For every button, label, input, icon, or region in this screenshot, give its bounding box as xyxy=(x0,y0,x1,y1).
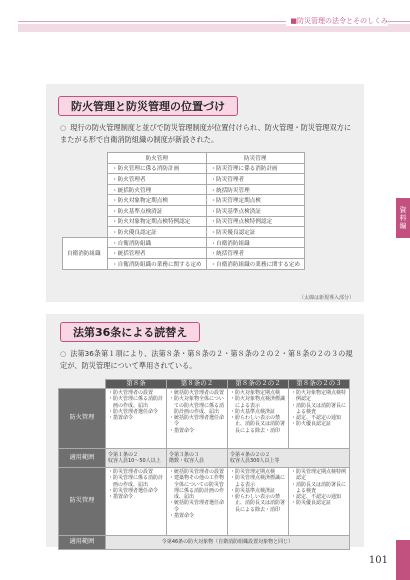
side-tab-bottom xyxy=(396,540,410,580)
table-cell: ・自衛消防組織の業務に関する定め xyxy=(206,258,305,269)
cell-list xyxy=(169,452,225,465)
table-cell: ・防災管理者 xyxy=(206,174,305,185)
section-title: 法第36条による読替え xyxy=(60,322,200,342)
row-label: 防火管理 xyxy=(59,389,106,449)
row-label: 自衛消防組織 xyxy=(63,237,108,269)
cell-list xyxy=(291,390,347,428)
list-item: ・紛らわしい表示の禁止、消防長又は消防署長による除去・消印 xyxy=(230,494,286,513)
cell-list xyxy=(230,469,286,513)
list-item: ・防火管理者選任命令 xyxy=(108,408,159,415)
table-cell xyxy=(289,389,350,449)
row-label: 適用範囲 xyxy=(59,536,106,550)
table-cell: ・防火管理に係る消防計画 xyxy=(108,163,207,174)
cell-list xyxy=(230,452,347,465)
table-cell: ・防災管理定期点検 xyxy=(206,195,305,206)
list-item: ・防災管理点検済標識による表示 xyxy=(230,475,286,488)
article-table xyxy=(58,379,350,550)
table-cell xyxy=(106,449,167,468)
cell-list xyxy=(169,469,225,519)
list-item: ・防災管理定期点検 xyxy=(230,469,276,475)
row-label: 防災管理 xyxy=(59,468,106,536)
table-cell: ・自衛消防組織の業務に関する定め xyxy=(108,258,207,269)
table-cell: ・防災管理に係る消防計画 xyxy=(206,163,305,174)
list-item: ・統括防火管理者の設置 xyxy=(169,390,225,396)
list-item: ・防火対象物定期点検 xyxy=(230,390,281,396)
list-item: ・防火対象物点検済標識による表示 xyxy=(230,396,286,409)
section-panel-1 xyxy=(46,84,364,302)
list-item: ・統括防災管理者の設置 xyxy=(169,469,225,475)
table-cell xyxy=(106,389,167,449)
list-item: ・防火対象物定期点検特例認定 xyxy=(291,390,347,403)
side-tab: 資料編 xyxy=(396,198,410,238)
list-item: ・措置命令 xyxy=(108,494,134,501)
column-header: 第８条の２の２ xyxy=(228,380,289,389)
source-note: （太線は新規導入部分） xyxy=(298,295,354,301)
list-item: ・防災管理に係る消防計画の作成、届出 xyxy=(108,475,164,488)
list-item: ・紛らわしい表示の禁止、消防長又は消防署長による除去・消印 xyxy=(230,415,286,434)
cell-list xyxy=(108,390,164,421)
list-item: ・防災管理者の設置 xyxy=(108,469,154,475)
cell-list xyxy=(291,469,347,507)
list-item: ・認定、不認定の通知 xyxy=(291,415,342,422)
list-item: ・防火優良認定証 xyxy=(291,421,332,428)
list-item: ・防災管理定期点検特例認定 xyxy=(291,469,347,482)
list-item: ・防火管理者の設置 xyxy=(108,390,154,396)
table-cell: ・防災優良認定証 xyxy=(206,227,305,238)
cell-list xyxy=(230,390,286,434)
circle-bullet-icon: ○ xyxy=(60,349,67,358)
list-item: ・防災優良認定証 xyxy=(291,500,332,507)
table-cell: ・防火対象物定期点検 xyxy=(108,195,207,206)
list-item: ・認定、不認定の通知 xyxy=(291,494,342,501)
table-cell xyxy=(228,468,289,536)
list-item: ・措置命令 xyxy=(108,415,134,422)
table-cell: ・統括管理者 xyxy=(108,248,207,259)
table-cell: ・統括防火管理 xyxy=(108,184,207,195)
table-cell: ・防火管理者 xyxy=(108,174,207,185)
section-title: 防火管理と防災管理の位置づけ xyxy=(58,96,238,116)
list-item: 令第１条の２ xyxy=(108,451,139,458)
running-title: ■防災管理の法令とそのしくみ xyxy=(286,16,388,26)
list-item: ・措置命令 xyxy=(169,513,195,520)
page-number: 101 xyxy=(368,555,388,566)
table-cell xyxy=(228,389,289,449)
section-paragraph: ○ 法第36条第１項により、法第８条・第８条の２・第８条の２の２・第８条の２の３の規定が、防災管理について準用されている。 xyxy=(60,349,353,370)
list-item: 令第３条の３ xyxy=(169,451,200,458)
list-item: ・消防長又は消防署長による検査 xyxy=(291,481,347,494)
table-cell: 令第46条の防火対象物（自衛消防組織設置対象物と同じ） xyxy=(106,536,350,550)
table-cell: ・自衛消防組織 xyxy=(108,237,207,248)
list-item: ・防火管理に係る消防計画の作成、届出 xyxy=(108,396,164,409)
table-cell: ・自衛消防組織 xyxy=(206,237,305,248)
list-item: ・建築物その他の工作物全体についての防災管理に係る消防計画の作成、届出 xyxy=(169,475,225,501)
column-header: 第８条 xyxy=(106,380,167,389)
section-panel-2 xyxy=(46,314,364,547)
list-item: 収容人員300人以上等 xyxy=(230,458,280,464)
comparison-table xyxy=(62,152,305,270)
list-item: 階数・収容人員 xyxy=(169,458,205,464)
table-cell xyxy=(167,389,228,449)
cell-list xyxy=(169,390,225,434)
table-cell: ・防災基準点検済証 xyxy=(206,205,305,216)
list-item: ・統括防火管理者選任命令 xyxy=(169,415,225,428)
table-cell xyxy=(167,449,228,468)
table-cell: ・防火優良認定証 xyxy=(108,227,207,238)
list-item: ・防災管理者選任命令 xyxy=(108,487,159,494)
column-header: 防火管理 xyxy=(108,153,207,164)
table-cell: ・統括管理者 xyxy=(206,248,305,259)
list-item: ・防火対象物全体についての防火管理に係る消防計画の作成、届出 xyxy=(169,396,225,415)
list-item: ・消防長又は消防署長による検査 xyxy=(291,402,347,415)
section-paragraph: ○ 現行の防火管理制度と並びで防災管理制度が位置付けられ、防火管理・防災管理双方にまたがる形で自衛消防組織の制度が新設された。 xyxy=(60,123,352,144)
table-cell: ・防火対象物定期点検特例認定 xyxy=(108,216,207,227)
cell-list xyxy=(108,452,164,465)
list-item: ・統括防災管理者選任命令 xyxy=(169,500,225,513)
table-cell xyxy=(289,468,350,536)
column-header: 防災管理 xyxy=(206,153,305,164)
row-label: 適用範囲 xyxy=(59,449,106,468)
list-item: 収容人員10～50人以上 xyxy=(108,458,161,464)
circle-bullet-icon: ○ xyxy=(60,123,67,132)
column-header: 第８条の２の３ xyxy=(289,380,350,389)
cell-list xyxy=(108,469,164,500)
list-item: ・防災基準点検済証 xyxy=(230,487,276,494)
list-item: ・措置命令 xyxy=(169,427,195,434)
list-item: ・防火基準点検済証 xyxy=(230,408,276,415)
table-cell xyxy=(167,468,228,536)
table-cell: ・防火基準点検済証 xyxy=(108,205,207,216)
table-cell: ・防災管理点検特例認定 xyxy=(206,216,305,227)
table-cell xyxy=(228,449,350,468)
table-cell: ・統括防災管理 xyxy=(206,184,305,195)
table-cell xyxy=(106,468,167,536)
list-item: 令第４条の２の２ xyxy=(230,451,271,458)
column-header: 第８条の２ xyxy=(167,380,228,389)
